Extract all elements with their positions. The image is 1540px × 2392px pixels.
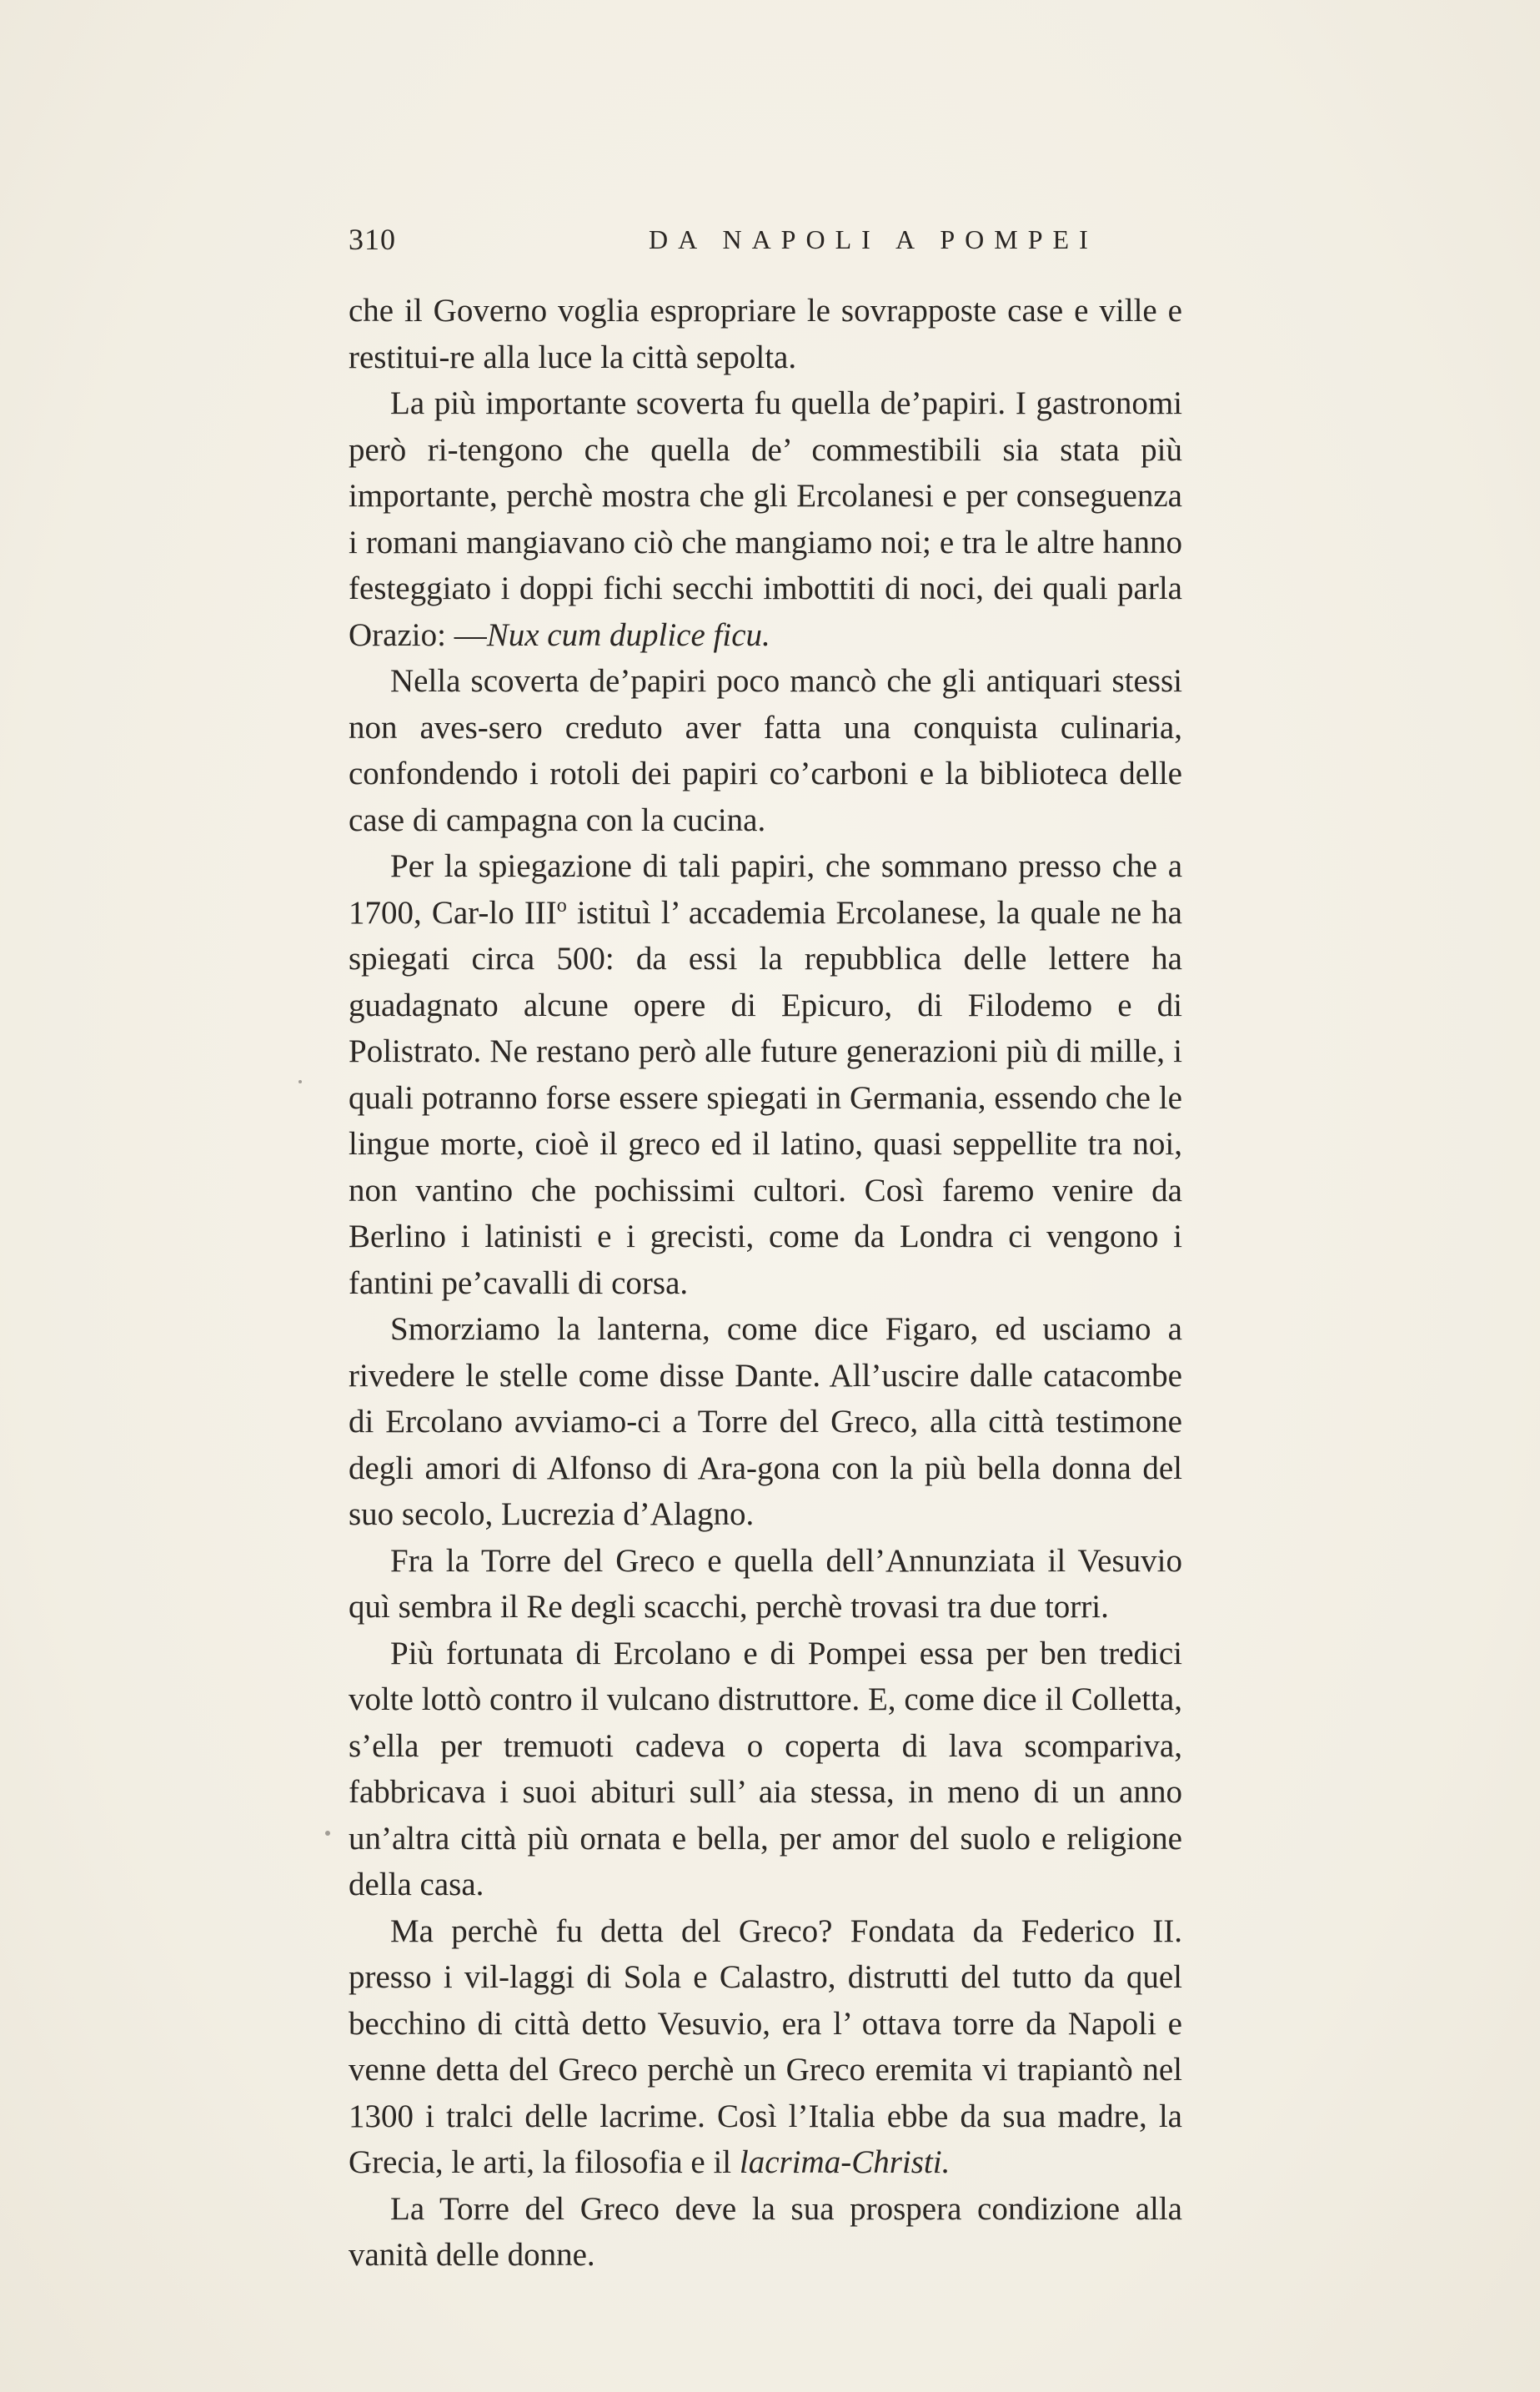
- paragraph-text: La Torre del Greco deve la sua prospera condizione alla vanità delle donne.: [349, 2190, 1182, 2273]
- paragraph-4: [349, 843, 1182, 1306]
- paragraph-text: Nella scoverta de’papiri poco mancò che gli antiquari stessi non aves-sero creduto aver fatta una conquista culinaria, confondendo i rotoli dei papiri co’carboni e la biblioteca delle case di campagna con la cucina.: [349, 663, 1182, 838]
- wine-name: lacrima-Christi.: [739, 2144, 951, 2180]
- paragraph-text: Ma perchè fu detta del Greco? Fondata da Federico II. presso i vil-laggi di Sola e Calastro, distrutti del tutto da quel becchino di città detto Vesuvio, era l’ ottava torre da Napoli e venne detta del Greco perchè un Greco eremita vi trapiantò nel 1300 i tralci delle lacrime. Così l’Italia ebbe da sua madre, la Grecia, le arti, la filosofia e il: [349, 1912, 1182, 2180]
- page-number: 310: [349, 223, 396, 256]
- paragraph-7: [349, 1631, 1182, 1908]
- paragraph-text: che il Governo voglia espropriare le sovrapposte case e ville e restitui-re alla luce la città sepolta.: [349, 293, 1182, 375]
- paragraph-text: Smorziamo la lanterna, come dice Figaro, ed usciamo a rivedere le stelle come disse Dante. All’uscire dalle catacombe di Ercolano avviamo-ci a Torre del Greco, alla città testimone degli amori di Alfonso di Ara-gona con la più bella donna del suo secolo, Lucrezia d’Alagno.: [349, 1311, 1182, 1532]
- page-header: [349, 219, 1182, 260]
- paragraph-9: [349, 2186, 1182, 2279]
- running-title: DA NAPOLI A POMPEI: [649, 224, 1098, 254]
- paper-speck: [325, 1831, 330, 1836]
- paragraph-2: [349, 380, 1182, 658]
- latin-quote: Nux cum duplice ficu.: [486, 616, 770, 653]
- paragraph-3: [349, 658, 1182, 843]
- body-text: [349, 288, 1182, 2279]
- ordinal-superscript: o: [556, 894, 567, 917]
- paragraph-5: [349, 1306, 1182, 1538]
- paragraph-6: [349, 1538, 1182, 1631]
- paragraph-text: Più fortunata di Ercolano e di Pompei essa per ben tredici volte lottò contro il vulcano distruttore. E, come dice il Colletta, s’ella per tremuoti cadeva o coperta di lava scompariva, fabbricava i suoi abituri sull’ aia stessa, in meno di un anno un’altra città più ornata e bella, per amor del suolo e religione della casa.: [349, 1635, 1182, 1902]
- paper-speck: [298, 1080, 302, 1083]
- paragraph-8: [349, 1908, 1182, 2186]
- paragraph-1: [349, 288, 1182, 380]
- paragraph-text: istituì l’ accademia Ercolanese, la quale ne ha spiegati circa 500: da essi la repubblica delle lettere ha guadagnato alcune opere di Epicuro, di Filodemo e di Polistrato. Ne restano però alle future generazioni più di mille, i quali potranno forse essere spiegati in Germania, essendo che le lingue morte, cioè il greco ed il latino, quasi seppellite tra noi, non vantino che pochissimi cultori. Così faremo venire da Berlino i latinisti e i grecisti, come da Londra ci vengono i fantini pe’cavalli di corsa.: [349, 894, 1182, 1301]
- paragraph-text: Fra la Torre del Greco e quella dell’Annunziata il Vesuvio quì sembra il Re degli scacchi, perchè trovasi tra due torri.: [349, 1542, 1182, 1625]
- paragraph-text: La più importante scoverta fu quella de’papiri. I gastronomi però ri-tengono che quella de’ commestibili sia stata più importante, perchè mostra che gli Ercolanesi e per conseguenza i romani mangiavano ciò che mangiamo noi; e tra le altre hanno festeggiato i doppi fichi secchi imbottiti di noci, dei quali parla Orazio: —: [349, 385, 1182, 653]
- paragraph-text: Per la spiegazione di tali papiri, che sommano presso che a 1700, Car-lo III: [349, 848, 1182, 931]
